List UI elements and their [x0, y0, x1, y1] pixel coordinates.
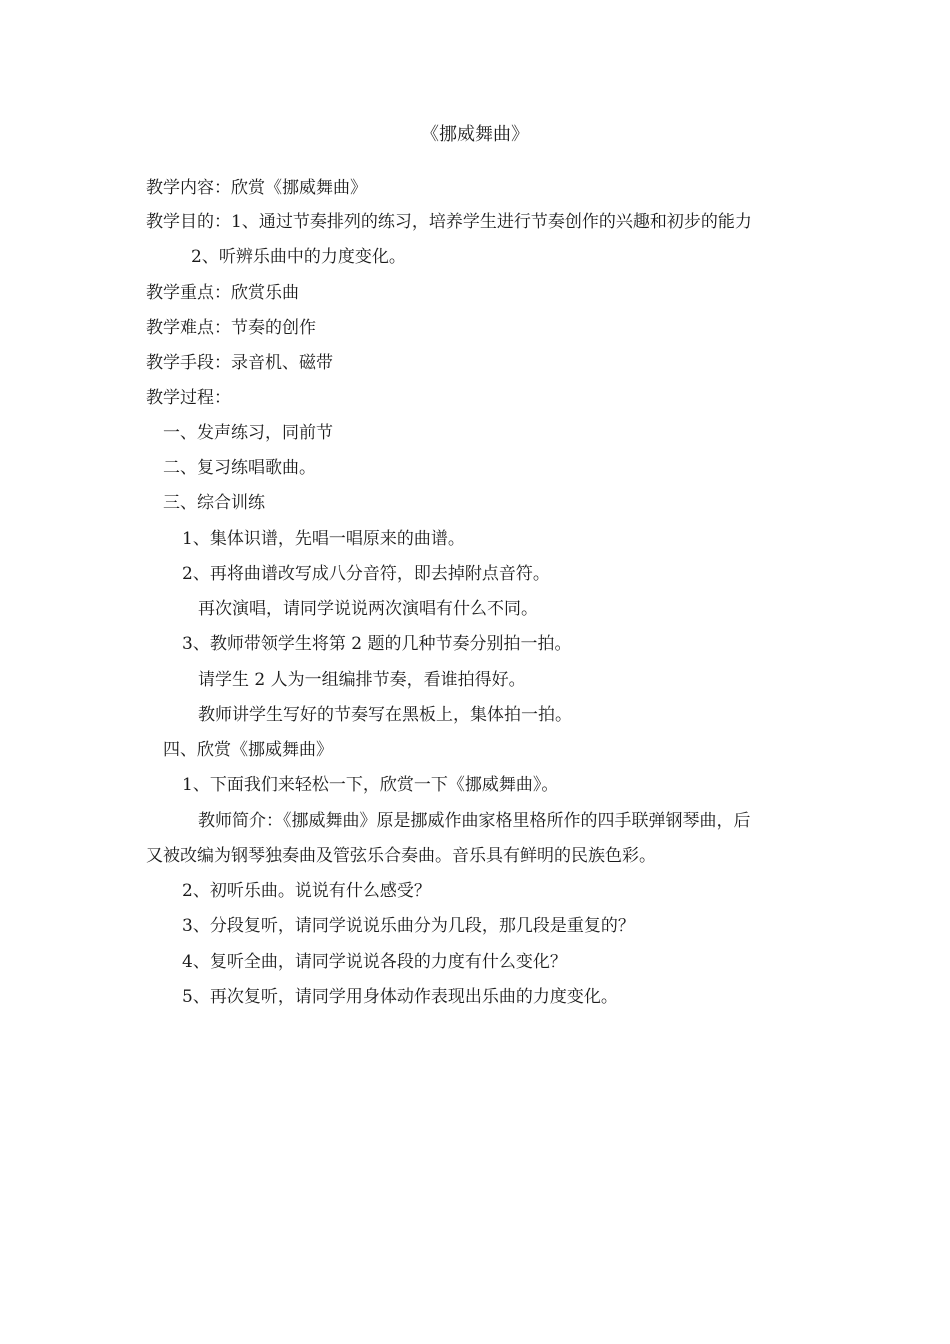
teacher-introduction-line-1: 教师简介：《挪威舞曲》原是挪威作曲家格里格所作的四手联弹钢琴曲，后 — [198, 811, 751, 831]
teaching-means-line: 教学手段：录音机、磁带 — [146, 353, 333, 373]
teacher-introduction-line-2: 又被改编为钢琴独奏曲及管弦乐合奏曲。音乐具有鲜明的民族色彩。 — [146, 846, 656, 866]
section-4-step-4: 4、复听全曲，请同学说说各段的力度有什么变化？ — [182, 952, 567, 972]
section-4-step-1: 1、下面我们来轻松一下，欣赏一下《挪威舞曲》。 — [182, 775, 559, 795]
teaching-focus-line: 教学重点：欣赏乐曲 — [146, 283, 299, 303]
section-3-step-2-detail: 再次演唱，请同学说说两次演唱有什么不同。 — [198, 599, 538, 619]
teaching-goal-line: 教学目的：1、通过节奏排列的练习，培养学生进行节奏创作的兴趣和初步的能力 — [146, 212, 752, 232]
teaching-content-line: 教学内容：欣赏《挪威舞曲》 — [146, 178, 367, 198]
section-4-heading: 四、欣赏《挪威舞曲》 — [163, 740, 333, 760]
section-4-step-3: 3、分段复听，请同学说说乐曲分为几段，那几段是重复的？ — [182, 916, 635, 936]
teaching-process-heading: 教学过程： — [146, 388, 231, 408]
section-1-heading: 一、发声练习，同前节 — [163, 423, 333, 443]
section-4-step-2: 2、初听乐曲。说说有什么感受？ — [182, 881, 431, 901]
section-3-step-3: 3、教师带领学生将第 2 题的几种节奏分别拍一拍。 — [182, 634, 572, 654]
section-3-step-3-detail-2: 教师讲学生写好的节奏写在黑板上，集体拍一拍。 — [198, 705, 572, 725]
section-3-step-3-detail-1: 请学生 2 人为一组编排节奏，看谁拍得好。 — [198, 670, 526, 690]
teaching-goal-item-2: 2、听辨乐曲中的力度变化。 — [191, 247, 406, 267]
section-3-heading: 三、综合训练 — [163, 493, 265, 513]
teaching-difficulty-line: 教学难点：节奏的创作 — [146, 318, 316, 338]
section-3-step-2: 2、再将曲谱改写成八分音符，即去掉附点音符。 — [182, 564, 550, 584]
section-4-step-5: 5、再次复听，请同学用身体动作表现出乐曲的力度变化。 — [182, 987, 618, 1007]
document-title: 《挪威舞曲》 — [421, 124, 529, 145]
section-3-step-1: 1、集体识谱，先唱一唱原来的曲谱。 — [182, 529, 465, 549]
section-2-heading: 二、复习练唱歌曲。 — [163, 458, 316, 478]
